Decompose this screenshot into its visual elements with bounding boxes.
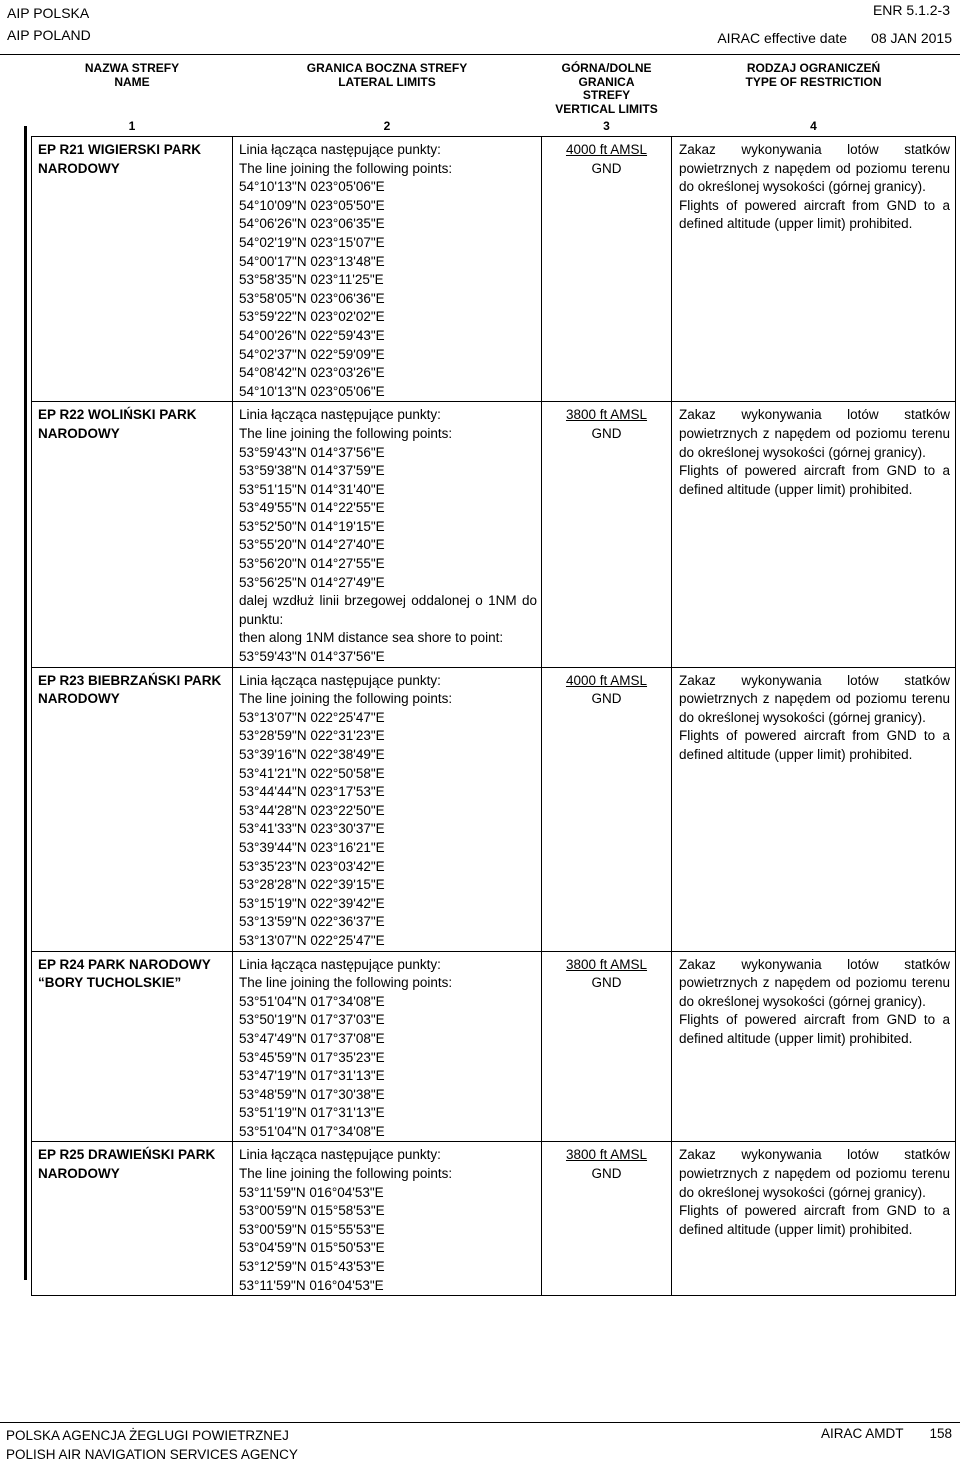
coordinate-point: 53°59'43"N 014°37'56"E (239, 649, 385, 665)
lateral-intro-pl: Linia łącząca następujące punkty: (239, 142, 441, 157)
coordinate-point: 53°00'59"N 015°58'53"E (239, 1203, 385, 1219)
restriction-text-en: Flights of powered aircraft from GND to a defined altitude (upper limit) prohibited. (679, 197, 950, 232)
effective-date: 08 JAN 2015 (871, 30, 952, 46)
lower-limit: GND (591, 975, 622, 991)
lateral-limits (233, 1142, 542, 1296)
agency-name-pl: POLSKA AGENCJA ŻEGLUGI POWIETRZNEJ (6, 1428, 289, 1443)
lateral-limits (233, 951, 542, 1142)
upper-limit: 3800 ft AMSL (565, 407, 648, 423)
vertical-limits (542, 137, 672, 402)
coordinate-point: 53°41'33"N 023°30'37"E (239, 821, 385, 837)
lateral-intro-en: The line joining the following points: (239, 425, 453, 441)
coordinate-point: 54°08'42"N 023°03'26"E (239, 365, 385, 381)
lower-limit: GND (591, 1166, 622, 1182)
vertical-limits (542, 402, 672, 667)
zone-name-line2: NARODOWY (38, 160, 120, 176)
header-divider (0, 54, 960, 55)
upper-limit: 4000 ft AMSL (565, 672, 648, 688)
coordinate-point: 53°55'20"N 014°27'40"E (239, 537, 385, 553)
coordinate-point: 54°02'19"N 023°15'07"E (239, 234, 385, 250)
table-row (32, 951, 956, 1142)
lateral-limits (233, 667, 542, 951)
header-left (7, 2, 91, 46)
table-row (32, 667, 956, 951)
coordinate-point: 54°02'37"N 022°59'09"E (239, 346, 385, 362)
zone-name-line1: EP R24 PARK NARODOWY (38, 956, 211, 972)
restriction-text-en: Flights of powered aircraft from GND to a defined altitude (upper limit) prohibited. (679, 1012, 950, 1046)
zone-name-line1: EP R21 WIGIERSKI PARK (38, 142, 202, 157)
agency-name-en: POLISH AIR NAVIGATION SERVICES AGENCY (6, 1447, 298, 1462)
column-number: 4 (672, 116, 956, 137)
coordinate-point: 53°41'21"N 022°50'58"E (239, 765, 385, 781)
coordinate-point: 53°58'35"N 023°11'25"E (239, 272, 384, 288)
restriction-text-en: Flights of powered aircraft from GND to a defined altitude (upper limit) prohibited. (679, 1203, 950, 1237)
lateral-limits (233, 137, 542, 402)
coordinate-point: 54°10'09"N 023°05'50"E (239, 197, 385, 213)
effective-date-label: AIRAC effective date (717, 30, 848, 46)
coordinate-point: 53°12'59"N 015°43'53"E (239, 1259, 385, 1275)
coordinate-point: 53°00'59"N 015°55'53"E (239, 1221, 385, 1237)
coordinate-point: 53°44'28"N 023°22'50"E (239, 802, 385, 818)
coordinate-point: 53°11'59"N 016°04'53"E (239, 1277, 384, 1293)
effective-date-line (717, 30, 952, 46)
coordinate-point: 53°51'19"N 017°31'13"E (239, 1105, 385, 1121)
restriction-text-pl: Zakaz wykonywania lotów statków powietrznych z napędem od poziomu terenu do określonej wysokości (górnej granicy). (679, 956, 950, 1009)
coordinate-point: 54°06'26"N 023°06'35"E (239, 216, 385, 232)
coordinate-point: 53°50'19"N 017°37'03"E (239, 1012, 385, 1028)
column-headers (32, 62, 956, 116)
lateral-intro-pl: Linia łącząca następujące punkty: (239, 407, 441, 423)
column-number: 3 (542, 116, 672, 137)
zone-name-line1: EP R23 BIEBRZAŃSKI PARK (38, 672, 222, 688)
restriction-text-pl: Zakaz wykonywania lotów statków powietrznych z napędem od poziomu terenu do określonej wysokości (górnej granicy). (679, 142, 950, 195)
zone-name (32, 137, 233, 402)
coordinate-point: 53°51'15"N 014°31'40"E (239, 481, 385, 497)
zone-name-line2: NARODOWY (38, 1166, 120, 1182)
upper-limit: 4000 ft AMSL (565, 142, 648, 157)
lower-limit: GND (591, 691, 622, 707)
vertical-limits (542, 951, 672, 1142)
publication-name-en: AIP POLAND (7, 27, 91, 43)
restriction-text-en: Flights of powered aircraft from GND to a defined altitude (upper limit) prohibited. (679, 463, 950, 497)
lateral-intro-en: The line joining the following points: (239, 975, 453, 991)
restriction-type (672, 137, 956, 402)
coordinate-point: 53°11'59"N 016°04'53"E (239, 1184, 384, 1200)
zone-name-line1: EP R25 DRAWIEŃSKI PARK (38, 1147, 216, 1163)
lateral-intro-pl: Linia łącząca następujące punkty: (239, 1147, 441, 1163)
restriction-text-en: Flights of powered aircraft from GND to a defined altitude (upper limit) prohibited. (679, 728, 950, 762)
zone-name-line2: NARODOWY (38, 425, 120, 441)
coordinate-point: 53°28'59"N 022°31'23"E (239, 728, 385, 744)
coordinate-point: 53°35'23"N 023°03'42"E (239, 858, 385, 874)
restriction-type (672, 667, 956, 951)
table-row (32, 402, 956, 667)
coordinate-point: 53°58'05"N 023°06'36"E (239, 290, 385, 306)
amendment-change-bar (24, 126, 27, 1280)
coordinate-point: 53°51'04"N 017°34'08"E (239, 993, 385, 1009)
upper-limit: 3800 ft AMSL (565, 956, 648, 972)
column-header-restriction-type: RODZAJ OGRANICZEŃ TYPE OF RESTRICTION (745, 61, 882, 89)
lateral-intro-en: The line joining the following points: (239, 1166, 453, 1182)
vertical-limits (542, 1142, 672, 1296)
coordinate-point: 53°47'19"N 017°31'13"E (239, 1068, 385, 1084)
restricted-areas-table (31, 62, 956, 1296)
vertical-limits (542, 667, 672, 951)
footer-divider (0, 1422, 960, 1423)
restriction-text-pl: Zakaz wykonywania lotów statków powietrznych z napędem od poziomu terenu do określonej wysokości (górnej granicy). (679, 407, 950, 460)
lower-limit: GND (591, 425, 622, 441)
amendment-label: AIRAC AMDT (820, 1426, 904, 1441)
coordinate-point: 53°44'44"N 023°17'53"E (239, 784, 385, 800)
restriction-type (672, 402, 956, 667)
coordinate-point: 53°39'44"N 023°16'21"E (239, 839, 385, 855)
coordinate-point: 53°15'19"N 022°39'42"E (239, 895, 385, 911)
coordinate-point: 54°00'26"N 022°59'43"E (239, 327, 385, 343)
zone-name (32, 951, 233, 1142)
lateral-note-pl: dalej wzdłuż linii brzegowej oddalonej o 1NM do punktu: (239, 593, 537, 627)
amendment-number: 158 (929, 1426, 952, 1441)
coordinate-point: 53°56'25"N 014°27'49"E (239, 574, 385, 590)
lateral-intro-en: The line joining the following points: (239, 691, 453, 707)
coordinate-point: 54°00'17"N 023°13'48"E (239, 253, 385, 269)
coordinate-point: 54°10'13"N 023°05'06"E (239, 179, 385, 195)
footer-amendment (821, 1426, 952, 1441)
coordinate-point: 53°56'20"N 014°27'55"E (239, 556, 385, 572)
zone-name (32, 667, 233, 951)
lateral-note-en: then along 1NM distance sea shore to point: (239, 630, 504, 646)
footer-agency (6, 1426, 298, 1464)
coordinate-point: 53°04'59"N 015°50'53"E (239, 1240, 385, 1256)
document-reference: ENR 5.1.2-3 (872, 2, 950, 18)
coordinate-point: 53°45'59"N 017°35'23"E (239, 1049, 385, 1065)
coordinate-point: 53°13'07"N 022°25'47"E (239, 709, 385, 725)
page-header (0, 0, 960, 56)
column-numbers (32, 116, 956, 137)
lateral-intro-en: The line joining the following points: (239, 160, 453, 176)
lateral-limits (233, 402, 542, 667)
lateral-intro-pl: Linia łącząca następujące punkty: (239, 956, 441, 972)
coordinate-point: 53°59'38"N 014°37'59"E (239, 463, 385, 479)
zone-name-line2: NARODOWY (38, 691, 120, 707)
coordinate-point: 53°39'16"N 022°38'49"E (239, 747, 385, 762)
coordinate-point: 54°10'13"N 023°05'06"E (239, 383, 385, 399)
upper-limit: 3800 ft AMSL (565, 1147, 648, 1163)
column-header-name: NAZWA STREFY NAME (84, 61, 180, 89)
table-row (32, 137, 956, 402)
lower-limit: GND (591, 160, 622, 176)
coordinate-point: 53°51'04"N 017°34'08"E (239, 1123, 385, 1139)
coordinate-point: 53°28'28"N 022°39'15"E (239, 877, 385, 893)
zone-name (32, 1142, 233, 1296)
coordinate-point: 53°59'43"N 014°37'56"E (239, 444, 385, 460)
coordinate-point: 53°48'59"N 017°30'38"E (239, 1086, 385, 1102)
restriction-type (672, 1142, 956, 1296)
column-number: 1 (32, 116, 233, 137)
zone-name-line2: “BORY TUCHOLSKIE” (38, 975, 182, 991)
coordinate-point: 53°49'55"N 014°22'55"E (239, 500, 385, 516)
coordinate-point: 53°13'59"N 022°36'37"E (239, 914, 385, 930)
column-header-lateral-limits: GRANICA BOCZNA STREFY LATERAL LIMITS (306, 61, 468, 89)
zone-name (32, 402, 233, 667)
publication-name-pl: AIP POLSKA (7, 5, 90, 21)
restriction-text-pl: Zakaz wykonywania lotów statków powietrznych z napędem od poziomu terenu do określonej wysokości (górnej granicy). (679, 1147, 950, 1200)
restriction-type (672, 951, 956, 1142)
restriction-text-pl: Zakaz wykonywania lotów statków powietrznych z napędem od poziomu terenu do określonej wysokości (górnej granicy). (679, 672, 950, 725)
coordinate-point: 53°13'07"N 022°25'47"E (239, 932, 385, 948)
column-number: 2 (233, 116, 542, 137)
column-header-vertical-limits: GÓRNA/DOLNE GRANICA STREFY VERTICAL LIMITS (555, 61, 658, 116)
coordinate-point: 53°59'22"N 023°02'02"E (239, 309, 385, 325)
coordinate-point: 53°47'49"N 017°37'08"E (239, 1030, 385, 1046)
zone-name-line1: EP R22 WOLIŃSKI PARK (38, 407, 197, 423)
table-row (32, 1142, 956, 1296)
coordinate-point: 53°52'50"N 014°19'15"E (239, 518, 385, 534)
lateral-intro-pl: Linia łącząca następujące punkty: (239, 672, 441, 688)
